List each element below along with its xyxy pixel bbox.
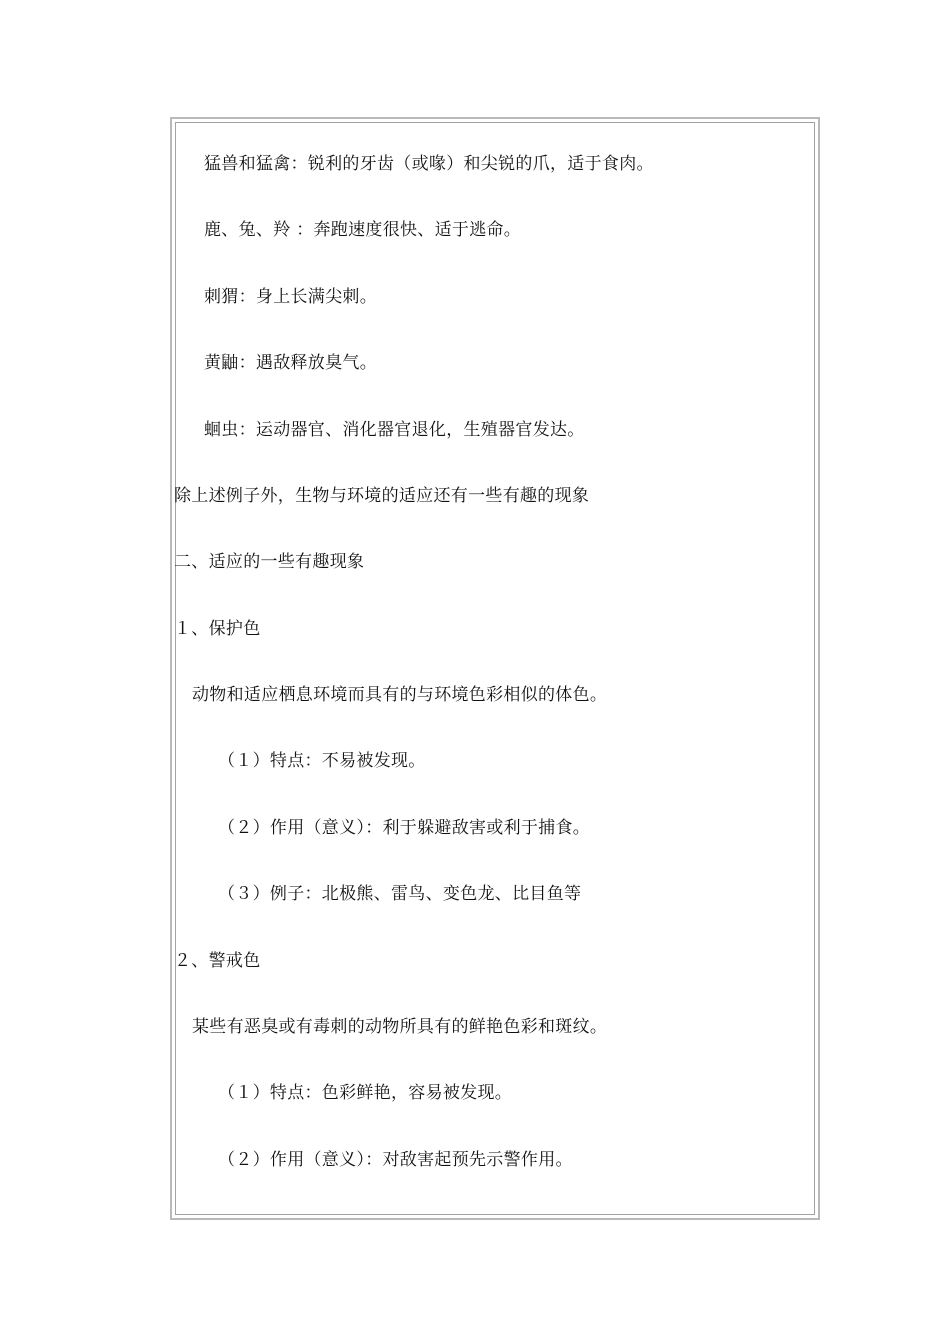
protective-color-definition: 动物和适应栖息环境而具有的与环境色彩相似的体色。 [192, 685, 608, 705]
example-predators: 猛兽和猛禽：锐利的牙齿（或喙）和尖锐的爪，适于食肉。 [204, 154, 654, 174]
protective-color-examples: （３）例子：北极熊、雷鸟、变色龙、比目鱼等 [218, 884, 582, 904]
section-heading-interesting-phenomena: 二、适应的一些有趣现象 [174, 552, 365, 572]
protective-color-function: （２）作用（意义）：利于躲避敌害或利于捕食。 [218, 818, 591, 838]
warning-color-definition: 某些有恶臭或有毒刺的动物所具有的鲜艳色彩和斑纹。 [192, 1017, 608, 1037]
protective-color-feature: （１）特点：不易被发现。 [218, 751, 426, 771]
example-hedgehog: 刺猬：身上长满尖刺。 [204, 287, 377, 307]
example-deer-rabbit-antelope: 鹿、兔、羚 ：奔跑速度很快、适于逃命。 [204, 220, 522, 240]
warning-color-feature: （１）特点：色彩鲜艳，容易被发现。 [218, 1083, 513, 1103]
example-roundworm: 蛔虫：运动器官、消化器官退化，生殖器官发达。 [204, 420, 585, 440]
table-frame-outer [170, 117, 820, 1220]
warning-color-function: （２）作用（意义）：对敌害起预先示警作用。 [218, 1150, 573, 1170]
example-weasel: 黄鼬：遇敌释放臭气。 [204, 353, 377, 373]
subheading-warning-color: ２、警戒色 [174, 951, 261, 971]
transition-sentence: 除上述例子外，生物与环境的适应还有一些有趣的现象 [174, 486, 590, 506]
subheading-protective-color: １、保护色 [174, 619, 261, 639]
